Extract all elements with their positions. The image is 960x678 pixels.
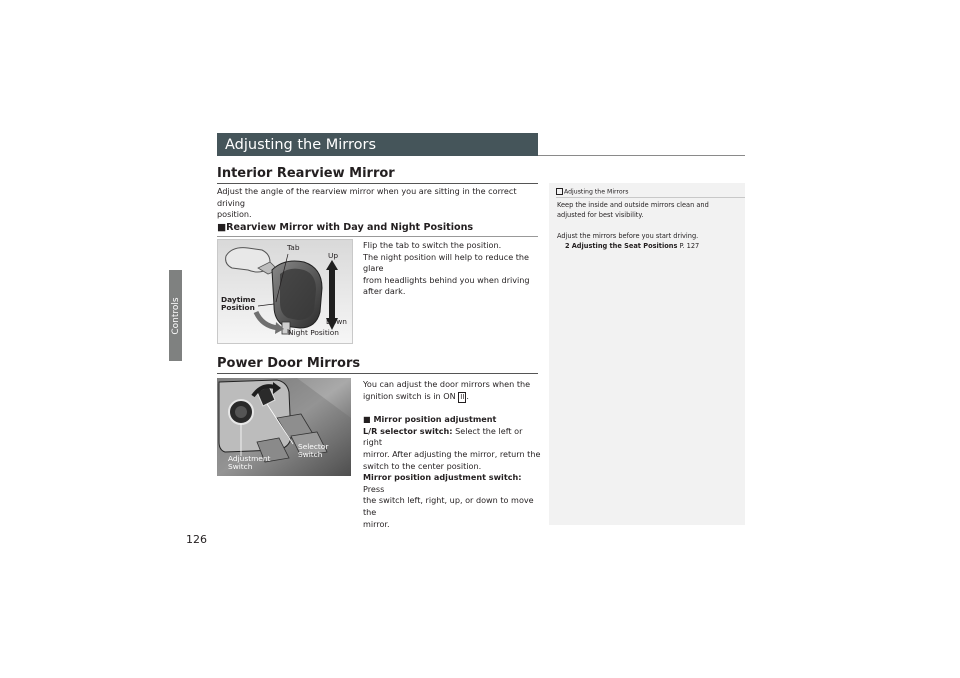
page-title: Adjusting the Mirrors — [225, 137, 377, 153]
sidenote-line: Keep the inside and outside mirrors clean and — [557, 201, 709, 209]
sidenote-link[interactable] — [565, 241, 699, 251]
power-heading-rule — [217, 373, 538, 374]
callout-selector-switch — [298, 443, 328, 460]
bullet-square-icon: ■ — [217, 222, 227, 233]
sidenote-line: Adjust the mirrors before you start driving. — [557, 232, 699, 240]
lr-selector-line: switch to the center position. — [363, 460, 482, 471]
power-intro-line — [363, 391, 543, 403]
callout-tab: Tab — [287, 243, 300, 252]
adjustment-switch-text: Press — [363, 483, 385, 494]
rearview-body-line: Flip the tab to switch the position. — [363, 240, 502, 250]
callout-adjustment-line: Switch — [228, 462, 253, 472]
callout-adjustment-switch — [228, 455, 270, 472]
page-number: 126 — [186, 533, 207, 546]
sidenote-line: adjusted for best visibility. — [557, 211, 644, 219]
bullet-square-icon: ■ — [363, 414, 374, 425]
rearview-subheading-rule — [217, 236, 538, 237]
power-intro-line: You can adjust the door mirrors when the — [363, 379, 531, 389]
interior-heading-rule — [217, 183, 538, 184]
section-tab-label-wrap — [169, 270, 182, 361]
callout-daytime-line: Position — [221, 303, 255, 313]
lr-selector-line: mirror. After adjusting the mirror, return the — [363, 448, 541, 459]
sidenote-title — [556, 188, 628, 196]
lr-selector-desc — [363, 426, 543, 449]
section-tab-label: Controls — [170, 297, 181, 335]
rearview-subheading — [217, 222, 473, 233]
sidenote-link-label[interactable]: Adjusting the Seat Positions — [571, 242, 678, 250]
rearview-body-line: The night position will help to reduce the glare — [363, 251, 530, 274]
interior-intro — [217, 186, 542, 221]
interior-intro-line: Adjust the angle of the rearview mirror when you are sitting in the correct driving — [217, 186, 517, 208]
interior-heading: Interior Rearview Mirror — [217, 166, 395, 181]
rearview-subheading-text: Rearview Mirror with Day and Night Positions — [226, 222, 474, 233]
rearview-body — [363, 240, 543, 298]
adjustment-switch-line: mirror. — [363, 518, 390, 529]
rearview-body-line: from headlights behind you when driving — [363, 274, 530, 285]
interior-intro-line: position. — [217, 209, 252, 220]
sidenote-marker-icon — [556, 188, 563, 195]
sidenote-title-text: Adjusting the Mirrors — [564, 188, 629, 196]
sidenote-rule — [556, 197, 745, 198]
adjustment-switch-line: the switch left, right, up, or down to move the — [363, 495, 534, 517]
power-intro-text: ignition switch is in ON — [363, 390, 459, 401]
callout-daytime-line: Daytime — [221, 295, 256, 304]
lr-selector-label: L/R selector switch: — [363, 425, 453, 436]
callout-down: Down — [326, 317, 347, 326]
lr-selector-text: Select the left or right — [363, 425, 523, 448]
rearview-body-line: after dark. — [363, 286, 406, 297]
power-intro-text: . — [466, 390, 469, 401]
title-banner-rule — [538, 155, 745, 156]
mirror-position-subhead — [363, 414, 543, 426]
adjustment-switch-desc — [363, 472, 543, 495]
adjustment-switch-label: Mirror position adjustment switch: — [363, 472, 522, 483]
power-heading: Power Door Mirrors — [217, 356, 361, 371]
callout-night-position: Night Position — [288, 328, 339, 337]
arrow-reference-icon: 2 — [565, 242, 570, 250]
sidenote-link-page[interactable]: P. 127 — [679, 242, 700, 250]
callout-selector-line: Selector — [298, 442, 329, 451]
callout-adjustment-line: Adjustment — [228, 454, 271, 463]
power-body — [363, 379, 543, 530]
callout-up: Up — [328, 251, 339, 260]
mirror-position-subhead-text: Mirror position adjustment — [373, 414, 497, 425]
ignition-position-icon: II — [460, 392, 465, 401]
callout-selector-line: Switch — [298, 450, 323, 460]
callout-daytime — [221, 296, 256, 313]
spacer — [363, 403, 543, 415]
